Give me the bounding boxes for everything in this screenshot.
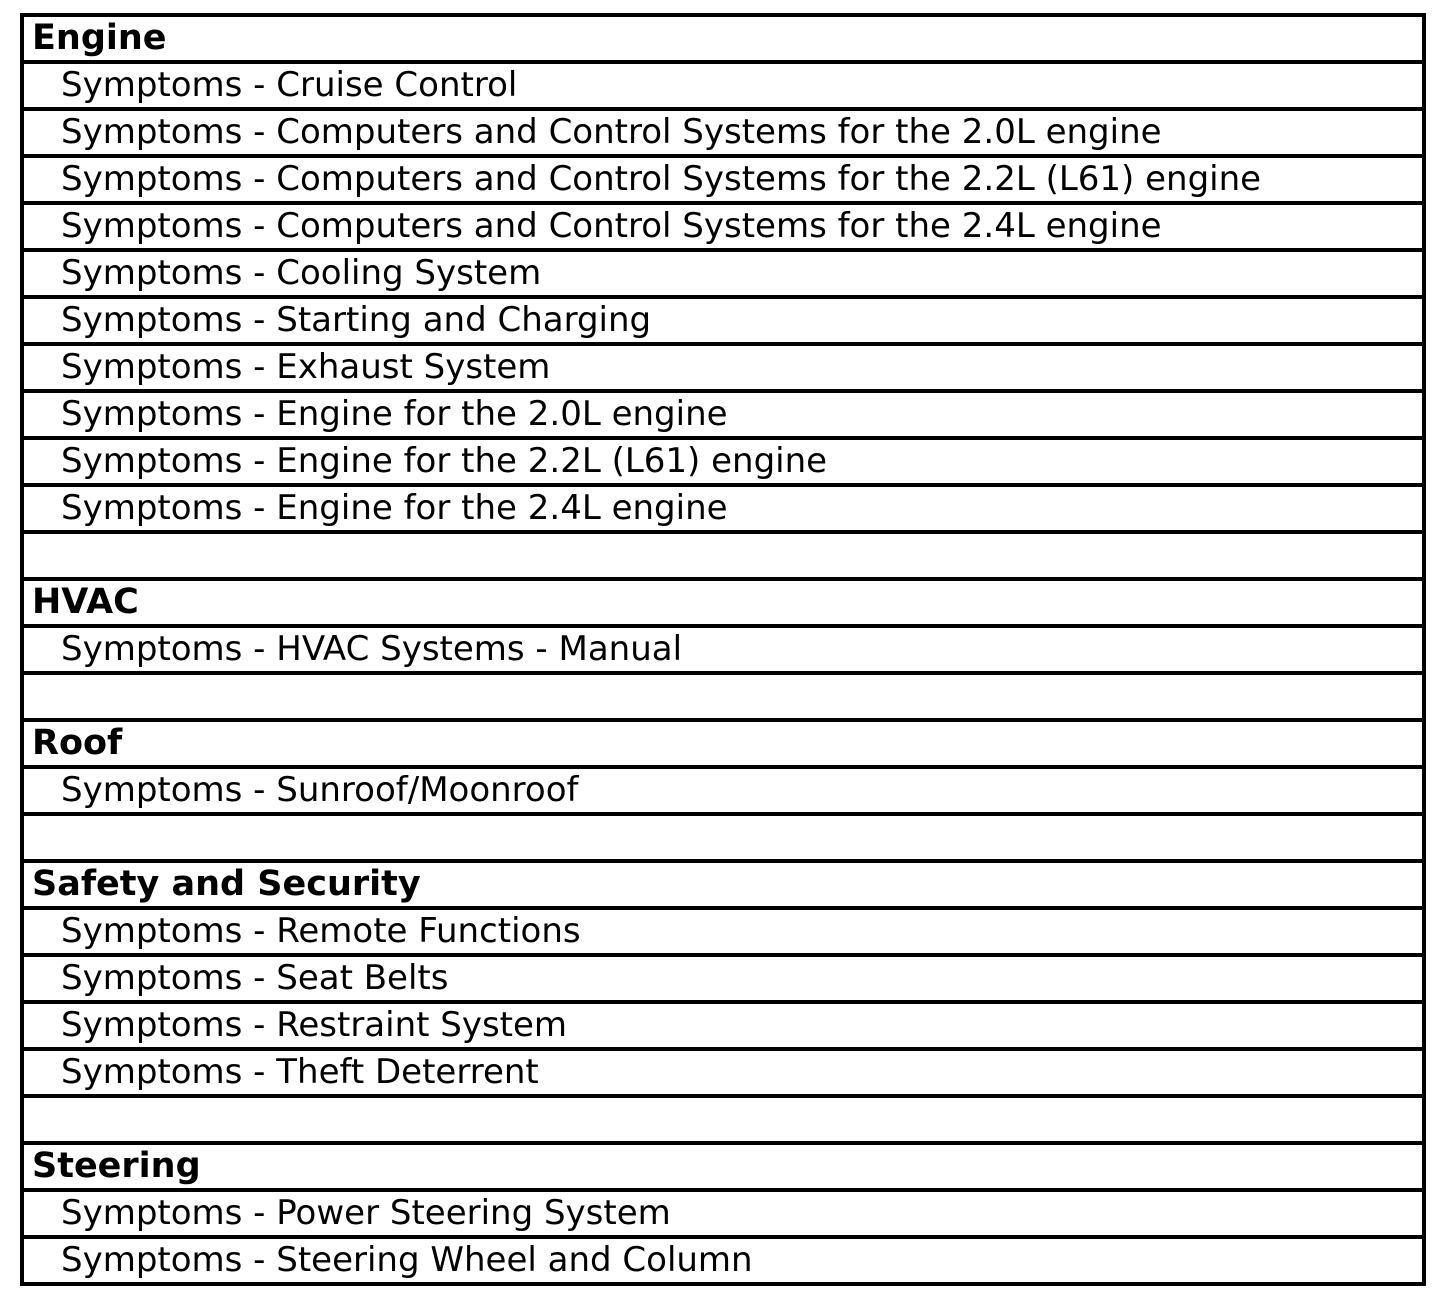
symptom-link[interactable]: Symptoms - Restraint System — [24, 1000, 1422, 1047]
spacer-row — [24, 1094, 1422, 1141]
symptom-link[interactable]: Symptoms - Computers and Control Systems for the 2.0L engine — [24, 107, 1422, 154]
section-header-safety-and-security: Safety and Security — [24, 859, 1422, 906]
section-header-hvac: HVAC — [24, 577, 1422, 624]
spacer-row — [24, 812, 1422, 859]
spacer-row — [24, 671, 1422, 718]
symptom-link[interactable]: Symptoms - Steering Wheel and Column — [24, 1235, 1422, 1282]
section-header-engine: Engine — [32, 18, 167, 58]
symptom-link[interactable]: Symptoms - HVAC Systems - Manual — [24, 624, 1422, 671]
section-header-steering: Steering — [24, 1141, 1422, 1188]
symptom-link[interactable]: Symptoms - Engine for the 2.2L (L61) engine — [24, 436, 1422, 483]
symptom-link[interactable]: Symptoms - Remote Functions — [24, 906, 1422, 953]
symptom-link[interactable]: Symptoms - Computers and Control Systems for the 2.2L (L61) engine — [24, 154, 1422, 201]
symptoms-index-table — [20, 13, 1426, 1286]
symptom-link[interactable]: Symptoms - Computers and Control Systems for the 2.4L engine — [24, 201, 1422, 248]
symptom-link[interactable]: Symptoms - Sunroof/Moonroof — [24, 765, 1422, 812]
spacer-row — [24, 530, 1422, 577]
symptom-link[interactable]: Symptoms - Seat Belts — [24, 953, 1422, 1000]
section-header-roof: Roof — [24, 718, 1422, 765]
symptom-link[interactable]: Symptoms - Cruise Control — [24, 60, 1422, 107]
symptom-link[interactable]: Symptoms - Engine for the 2.0L engine — [24, 389, 1422, 436]
symptom-link[interactable]: Symptoms - Cooling System — [24, 248, 1422, 295]
symptom-link[interactable]: Symptoms - Exhaust System — [24, 342, 1422, 389]
symptom-link[interactable]: Symptoms - Engine for the 2.4L engine — [24, 483, 1422, 530]
symptom-link[interactable]: Symptoms - Power Steering System — [24, 1188, 1422, 1235]
symptom-link[interactable]: Symptoms - Theft Deterrent — [24, 1047, 1422, 1094]
symptom-link[interactable]: Symptoms - Starting and Charging — [24, 295, 1422, 342]
